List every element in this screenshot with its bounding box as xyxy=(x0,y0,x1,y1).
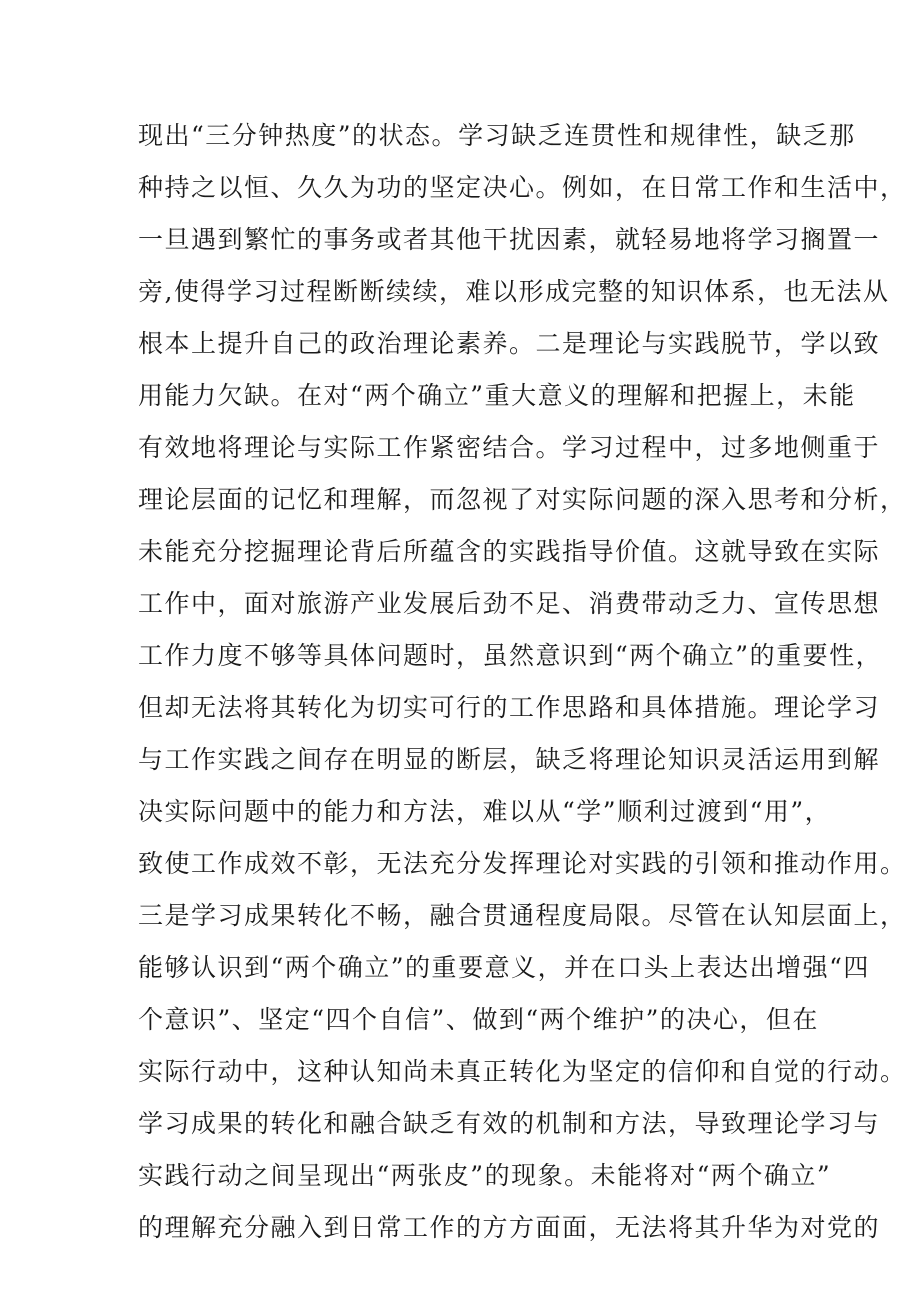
text-line: 种持之以恒、久久为功的坚定决心。例如，在日常工作和生活中， xyxy=(138,173,907,202)
text-line: 现出“三分钟热度”的状态。学习缺乏连贯性和规律性，缺乏那 xyxy=(138,121,856,150)
text-line: 的理解充分融入到日常工作的方方面面，无法将其升华为对党的 xyxy=(138,1213,881,1242)
text-line: 有效地将理论与实际工作紧密结合。学习过程中，过多地侧重于 xyxy=(138,433,881,462)
text-line: 工作力度不够等具体问题时，虽然意识到“两个确立”的重要性， xyxy=(138,641,883,670)
body-text xyxy=(138,110,907,1254)
text-line: 理论层面的记忆和理解，而忽视了对实际问题的深入思考和分析， xyxy=(138,485,907,514)
text-line: 但却无法将其转化为切实可行的工作思路和具体措施。理论学习 xyxy=(138,693,881,722)
text-line: 工作中，面对旅游产业发展后劲不足、消费带动乏力、宣传思想 xyxy=(138,589,881,618)
text-line: 决实际问题中的能力和方法，难以从“学”顺利过渡到“用”， xyxy=(138,797,832,826)
text-line: 根本上提升自己的政治理论素养。二是理论与实践脱节，学以致 xyxy=(138,329,881,358)
text-line: 与工作实践之间存在明显的断层，缺乏将理论知识灵活运用到解 xyxy=(138,745,881,774)
text-line: 学习成果的转化和融合缺乏有效的机制和方法，导致理论学习与 xyxy=(138,1109,881,1138)
text-line: 致使工作成效不彰，无法充分发挥理论对实践的引领和推动作用。 xyxy=(138,849,907,878)
text-line: 个意识”、坚定“四个自信”、做到“两个维护”的决心，但在 xyxy=(138,1005,819,1034)
text-line: 用能力欠缺。在对“两个确立”重大意义的理解和把握上，未能 xyxy=(138,381,856,410)
text-line: 三是学习成果转化不畅，融合贯通程度局限。尽管在认知层面上， xyxy=(138,901,907,930)
text-line: 未能充分挖掘理论背后所蕴含的实践指导价值。这就导致在实际 xyxy=(138,537,881,566)
text-line: 实践行动之间呈现出“两张皮”的现象。未能将对“两个确立” xyxy=(138,1161,832,1190)
text-line: 一旦遇到繁忙的事务或者其他干扰因素，就轻易地将学习搁置一 xyxy=(138,225,881,254)
text-line: 实际行动中，这种认知尚未真正转化为坚定的信仰和自觉的行动。 xyxy=(138,1057,907,1086)
text-line: 能够认识到“两个确立”的重要意义，并在口头上表达出增强“四 xyxy=(138,953,870,982)
text-line: 旁,使得学习过程断断续续，难以形成完整的知识体系，也无法从 xyxy=(138,277,890,306)
